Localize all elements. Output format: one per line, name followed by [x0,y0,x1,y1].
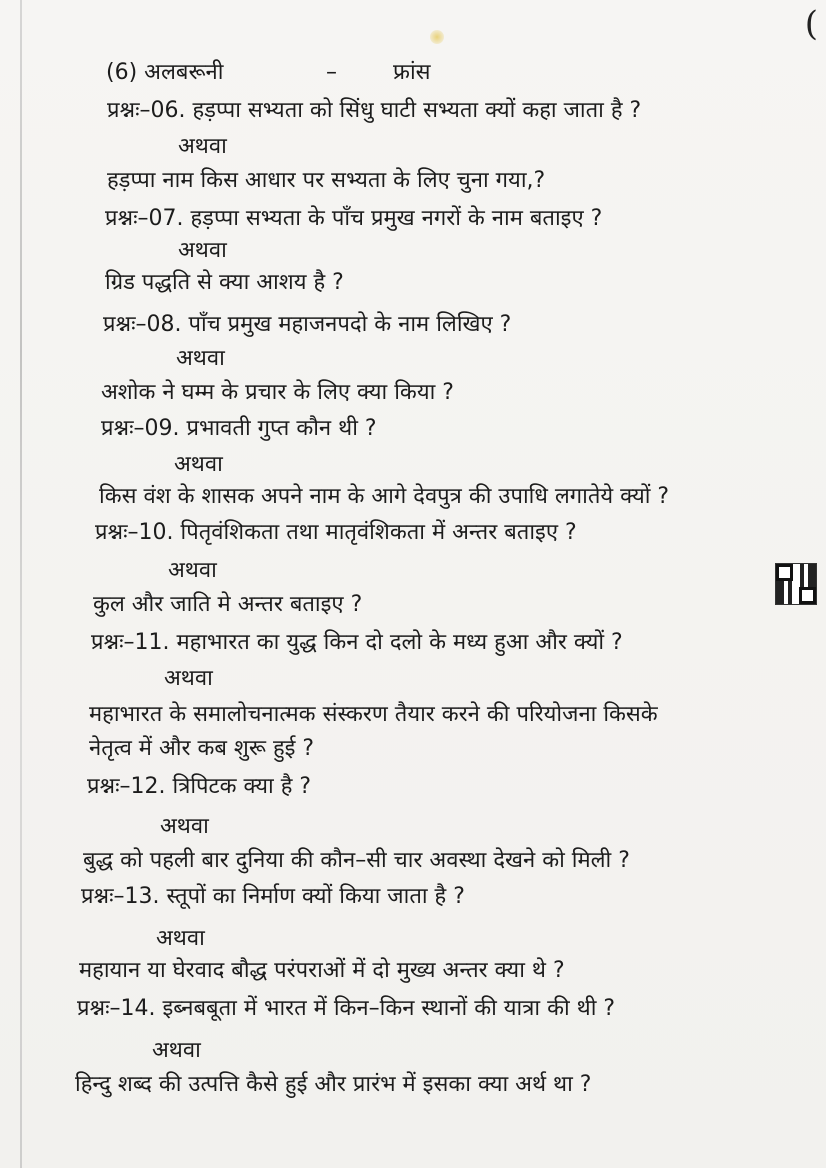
or-label: अथवा [160,814,209,839]
or-label: अथवा [174,452,223,477]
alternate-question-14: हिन्दु शब्द की उत्पत्ति कैसे हुई और प्रारंभ में इसका क्या अर्थ था ? [75,1072,592,1097]
heading-dash: – [326,60,337,85]
question-08: प्रश्नः–08. पाँच प्रमुख महाजनपदो के नाम लिखिए ? [103,312,512,337]
question-11: प्रश्नः–11. महाभारत का युद्ध किन दो दलो के मध्य हुआ और क्यों ? [91,630,623,655]
question-07: प्रश्नः–07. हड़प्पा सभ्यता के पाँच प्रमुख नगरों के नाम बताइए ? [105,206,603,231]
alternate-question-09: किस वंश के शासक अपने नाम के आगे देवपुत्र की उपाधि लगातेये क्यों ? [99,484,670,509]
alternate-question-13: महायान या घेरवाद बौद्ध परंपराओं में दो मुख्य अन्तर क्या थे ? [79,958,565,983]
question-14: प्रश्नः–14. इब्नबबूता में भारत में किन–किन स्थानों की यात्रा की थी ? [77,996,616,1021]
alternate-question-12: बुद्ध को पहली बार दुनिया की कौन–सी चार अवस्था देखने को मिली ? [83,848,630,873]
question-06: प्रश्नः–06. हड़प्पा सभ्यता को सिंधु घाटी सभ्यता क्यों कहा जाता है ? [107,98,642,123]
alternate-question-10: कुल और जाति मे अन्तर बताइए ? [93,592,363,617]
or-label: अथवा [178,134,227,159]
heading-item-value: फ्रांस [393,60,431,85]
page-margin-line [20,0,22,1168]
qr-code [776,564,816,604]
alternate-question-11-line-1: महाभारत के समालोचनात्मक संस्करण तैयार करने की परियोजना किसके [89,702,658,727]
or-label: अथवा [168,558,217,583]
alternate-question-08: अशोक ने घम्म के प्रचार के लिए क्या किया ? [101,380,454,405]
or-label: अथवा [178,238,227,263]
alternate-question-07: ग्रिड पद्धति से क्या आशय है ? [105,270,344,295]
or-label: अथवा [156,926,205,951]
alternate-question-11-line-2: नेतृत्व में और कब शुरू हुई ? [89,736,315,761]
question-12: प्रश्नः–12. त्रिपिटक क्या है ? [87,774,312,799]
corner-bracket-mark: ( [804,4,818,44]
or-label: अथवा [176,346,225,371]
or-label: अथवा [164,666,213,691]
paper-stain [430,30,444,44]
question-13: प्रश्नः–13. स्तूपों का निर्माण क्यों किया जाता है ? [81,884,465,909]
heading-item-label: (6) अलबरूनी [106,60,224,85]
or-label: अथवा [152,1038,201,1063]
question-09: प्रश्नः–09. प्रभावती गुप्त कौन थी ? [101,416,377,441]
alternate-question-06: हड़प्पा नाम किस आधार पर सभ्यता के लिए चुना गया,? [107,168,546,193]
question-10: प्रश्नः–10. पितृवंशिकता तथा मातृवंशिकता में अन्तर बताइए ? [95,520,577,545]
